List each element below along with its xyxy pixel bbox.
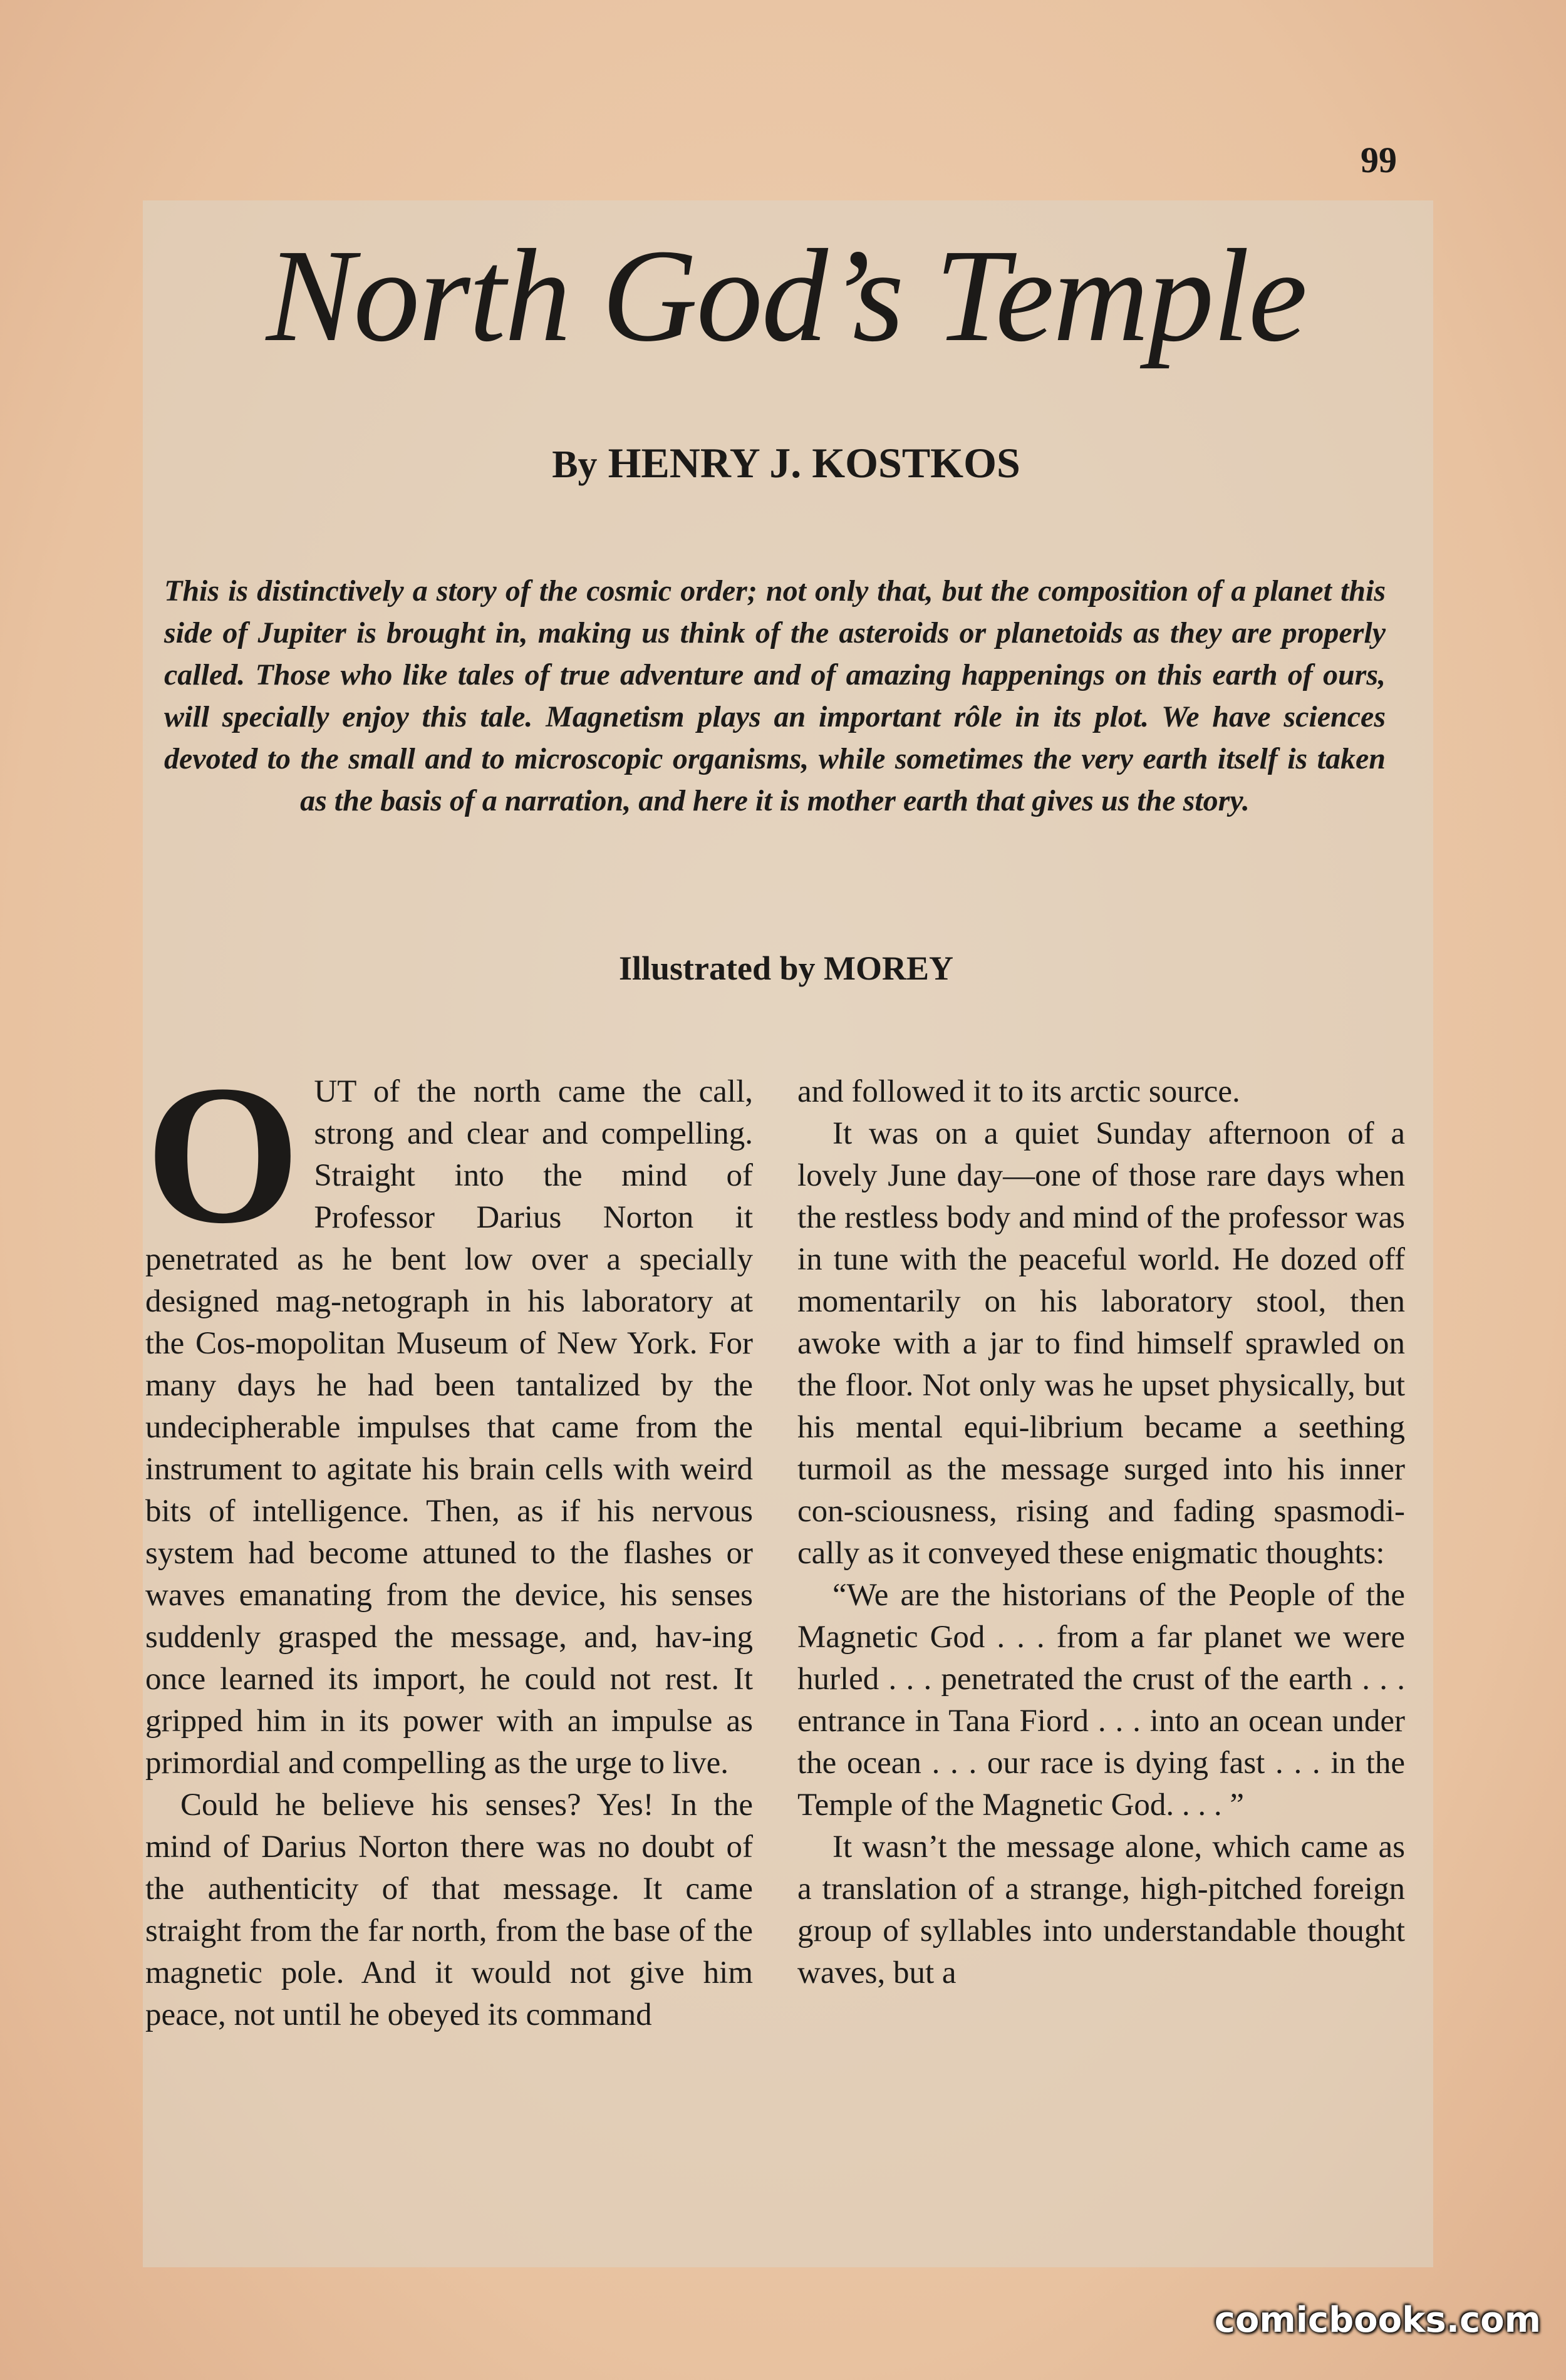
byline-prefix: By (552, 443, 598, 486)
story-column-right (797, 1071, 1405, 1994)
illustrator-credit (144, 949, 1428, 988)
illustrator-name: MOREY (824, 949, 954, 987)
paragraph (145, 1044, 753, 1784)
paragraph: It wasn’t the message alone, which came as a translation of a strange, high-pitched foreign group of syllables into understandable thought waves, but a (797, 1829, 1405, 1990)
paragraph: and followed it to its arctic source. (797, 1074, 1240, 1109)
story-introduction: This is distinctively a story of the cosmic order; not only that, but the composition of a planet this side of Jupiter is brought in, making us think of the asteroids or planetoids as they are properly called. Those who like tales of true adventure and of amazing happenings on this earth of ours, will specially enjoy this tale. Magnetism plays an important rôle in its plot. We have sciences devoted to the small and to microscopic organisms, while sometimes the very earth itself is taken as the basis of a narration, and here it is mother earth that gives us the story. (164, 574, 1386, 817)
paragraph-text: UT of the north came the call, strong and clear and compelling. Straight into the mind of Professor Darius Norton it penetrated as he bent low over a specially designed mag-netograph in his laboratory at the Cos-mopolitan Museum of New York. For many days he had been tantalized by the undecipherable impulses that came from the instrument to agitate his brain cells with weird bits of intelligence. Then, as if his nervous system had become attuned to the flashes or waves emanating from the device, his senses suddenly grasped the message, and, hav-ing once learned its import, he could not rest. It gripped him in its power with an impulse as primordial and compelling as the urge to live. (145, 1074, 753, 1781)
paragraph: It was on a quiet Sunday afternoon of a lovely June day—one of those rare days when the restless body and mind of the professor was in tune with the peaceful world. He dozed off momentarily on his laboratory stool, then awoke with a jar to find himself sprawled on the floor. Not only was he upset physically, but his mental equi-librium became a seething turmoil as the message surged into his inner con-sciousness, rising and fading spasmodi-cally as it conveyed these enigmatic thoughts: (797, 1116, 1405, 1571)
illustrator-prefix: Illustrated by (618, 949, 816, 987)
byline (144, 438, 1428, 488)
site-watermark: comicbooks.com (1214, 2300, 1541, 2341)
page-number: 99 (1361, 140, 1397, 180)
drop-cap: O (145, 1044, 301, 1265)
paragraph: Could he believe his senses? Yes! In the mind of Darius Norton there was no doubt of the authenticity of that message. It came straight from the far north, from the base of the magnetic pole. And it would not give him peace, not until he obeyed its command (145, 1788, 753, 2032)
paragraph: “We are the historians of the People of the Magnetic God . . . from a far planet we were hurled . . . penetrated the crust of the earth . . . entrance in Tana Fiord . . . into an ocean under the ocean . . . our race is dying fast . . . in the Temple of the Magnetic God. . . . ” (797, 1578, 1405, 1823)
story-column-left (145, 1044, 753, 2036)
story-title: North God’s Temple (266, 222, 1307, 369)
author-name: HENRY J. KOSTKOS (608, 439, 1020, 487)
